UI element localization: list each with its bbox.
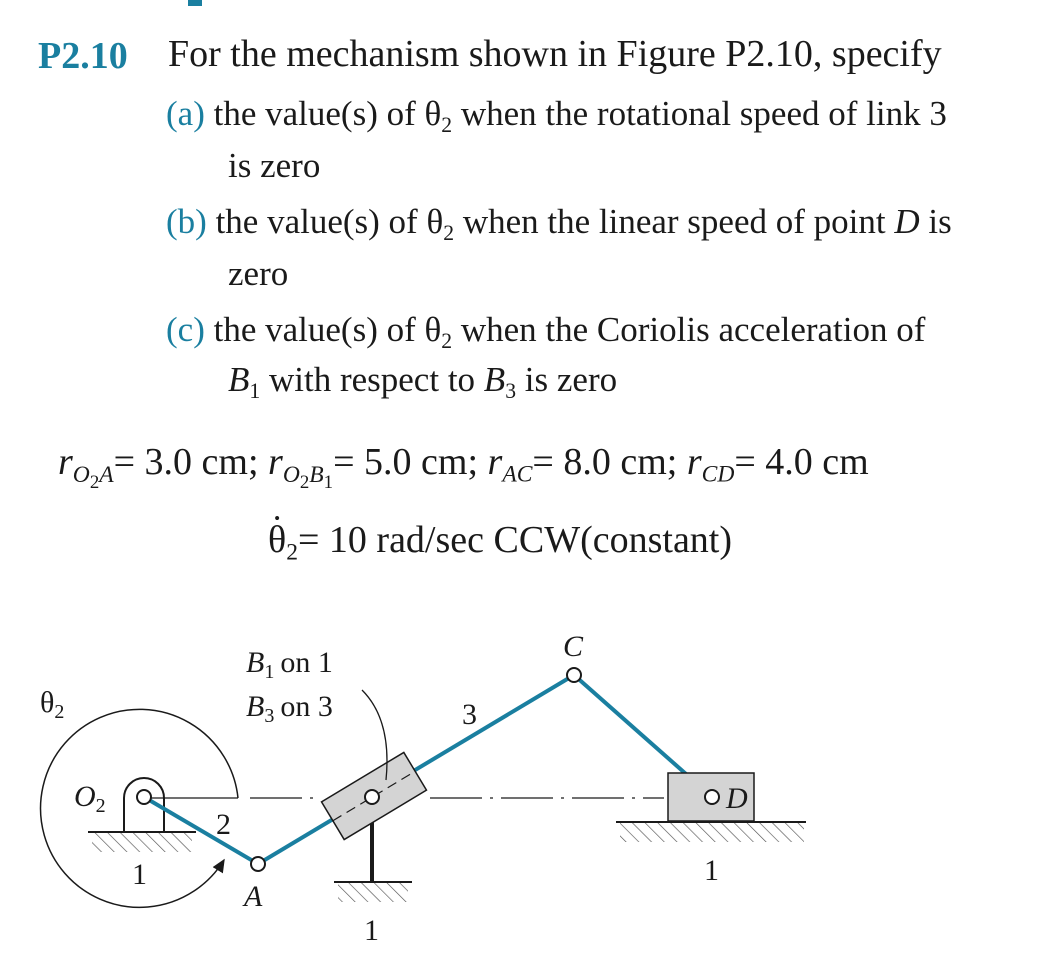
part-c-text: the value(s) of $\theta_2$ when the Coriolis acceleration of	[213, 310, 926, 353]
ground-hatch-mid	[338, 882, 408, 902]
ground-left-label: 1	[132, 858, 147, 891]
ground-hatch-right	[620, 822, 804, 842]
part-a	[166, 94, 947, 138]
part-b	[166, 202, 952, 246]
joint-a	[251, 857, 265, 871]
part-a-continuation: is zero	[228, 146, 321, 185]
mechanism-figure	[0, 600, 1044, 954]
point-a-label: A	[244, 880, 263, 913]
part-c-continuation: $B_1$ with respect to $B_3$ is zero	[228, 360, 618, 403]
pivot-o2	[137, 790, 151, 804]
point-c-label: C	[563, 630, 584, 663]
link-3-label: 3	[462, 698, 477, 731]
theta-label: $\theta_2$	[40, 686, 65, 723]
given-lengths: $r_{O_2A}= 3.0$ cm; $r_{O_2B_1}= 5.0$ cm; $r_{AC}= 8.0$ cm; $r_{CD}= 4.0$ cm	[58, 441, 869, 493]
problem-intro: For the mechanism shown in Figure P2.10, specify	[168, 33, 942, 75]
part-a-text: the value(s) of $\theta_2$ when the rotational speed of link 3	[213, 94, 947, 137]
ground-mid-label: 1	[364, 914, 379, 947]
given-angular-speed: • $\theta_2= 10$ rad/sec CCW(constant)	[268, 518, 732, 567]
b3-label: $B_3$ on 3	[246, 690, 333, 727]
part-b-continuation: zero	[228, 254, 289, 293]
part-b-label: (b)	[166, 202, 207, 241]
part-b-text: the value(s) of $\theta_2$ when the linear speed of point D is	[215, 202, 952, 245]
ground-right-label: 1	[704, 854, 719, 887]
o2-label: $O_2$	[74, 780, 106, 817]
header-accent-bar	[188, 0, 202, 6]
point-d-label: D	[726, 782, 748, 815]
joint-d	[705, 790, 719, 804]
link-2	[144, 797, 258, 864]
pivot-b	[365, 790, 379, 804]
ground-hatch-left	[92, 832, 192, 852]
part-c-label: (c)	[166, 310, 205, 349]
part-a-label: (a)	[166, 94, 205, 133]
problem-number: P2.10	[38, 35, 128, 77]
part-c	[166, 310, 925, 354]
b1-label: $B_1$ on 1	[246, 646, 333, 683]
joint-c	[567, 668, 581, 682]
link-2-label: 2	[216, 808, 231, 841]
